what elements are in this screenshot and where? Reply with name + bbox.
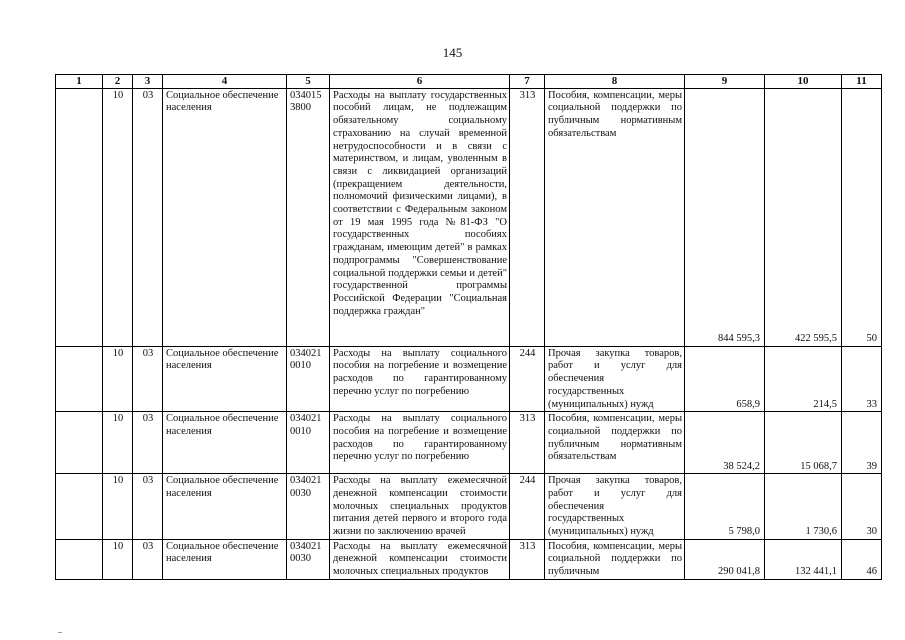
column-header: 5 xyxy=(287,75,330,89)
cell-amount-1: 5 798,0 xyxy=(685,474,765,540)
column-header: 10 xyxy=(765,75,842,89)
cell-section: 10 xyxy=(103,88,133,346)
cell-col1 xyxy=(56,412,103,474)
cell-expense-type-name: Пособия, компенсации, меры социальной поддержки по публичным нормативным обязательствам xyxy=(545,88,685,346)
column-header: 1 xyxy=(56,75,103,89)
column-header: 3 xyxy=(133,75,163,89)
column-header: 7 xyxy=(510,75,545,89)
cell-subsection: 03 xyxy=(133,88,163,346)
cell-target-code: 034021 0030 xyxy=(287,474,330,540)
budget-table xyxy=(55,74,882,580)
column-header: 2 xyxy=(103,75,133,89)
table-row xyxy=(56,346,882,412)
page-number: 145 xyxy=(442,45,463,60)
column-header: 4 xyxy=(163,75,287,89)
cell-subsection: 03 xyxy=(133,346,163,412)
cell-amount-1: 844 595,3 xyxy=(685,88,765,346)
column-header: 6 xyxy=(330,75,510,89)
cell-amount-1: 658,9 xyxy=(685,346,765,412)
cell-expense-type-code: 313 xyxy=(510,412,545,474)
cell-section-name: Социальное обеспечение населения xyxy=(163,474,287,540)
cell-expense-description: Расходы на выплату ежемесячной денежной компенсации стоимости молочных специальных продуктов xyxy=(330,539,510,579)
cell-subsection: 03 xyxy=(133,474,163,540)
cell-expense-type-name: Прочая закупка товаров, работ и услуг для обеспечения государственных (муниципальных) нужд xyxy=(545,474,685,540)
cell-section: 10 xyxy=(103,539,133,579)
scan-mark xyxy=(58,632,62,633)
cell-expense-type-code: 313 xyxy=(510,539,545,579)
column-header: 8 xyxy=(545,75,685,89)
table-row xyxy=(56,88,882,346)
cell-col1 xyxy=(56,474,103,540)
column-header: 11 xyxy=(842,75,882,89)
cell-expense-description: Расходы на выплату ежемесячной денежной компенсации стоимости молочных специальных продуктов питания детей первого и второго года жизни по заключению врачей xyxy=(330,474,510,540)
cell-expense-type-name: Пособия, компенсации, меры социальной поддержки по публичным xyxy=(545,539,685,579)
table-row xyxy=(56,539,882,579)
table-row xyxy=(56,474,882,540)
cell-expense-description: Расходы на выплату государственных пособий лицам, не подлежащим обязательному социальному страхованию на случай временной нетрудоспособности и в связи с материнством, и лицам, уволенным в связи с ликвидацией организаций (прекращением деятельности, полномочий физическими лицами), в соответствии с Федеральным законом от 19 мая 1995 года №81-ФЗ "О государственных пособиях гражданам, имеющим детей" в рамках подпрограммы "Совершенствование социальной поддержки семьи и детей" государственной программы Российской Федерации "Социальная поддержка граждан" xyxy=(330,88,510,346)
cell-expense-type-code: 244 xyxy=(510,474,545,540)
cell-target-code: 034021 0030 xyxy=(287,539,330,579)
cell-subsection: 03 xyxy=(133,412,163,474)
cell-section-name: Социальное обеспечение населения xyxy=(163,539,287,579)
cell-subsection: 03 xyxy=(133,539,163,579)
cell-amount-2: 15 068,7 xyxy=(765,412,842,474)
table-header-row xyxy=(56,75,882,89)
cell-section: 10 xyxy=(103,346,133,412)
cell-percent: 30 xyxy=(842,474,882,540)
cell-target-code: 034015 3800 xyxy=(287,88,330,346)
cell-percent: 50 xyxy=(842,88,882,346)
cell-amount-2: 1 730,6 xyxy=(765,474,842,540)
cell-target-code: 034021 0010 xyxy=(287,412,330,474)
cell-section-name: Социальное обеспечение населения xyxy=(163,346,287,412)
cell-col1 xyxy=(56,539,103,579)
cell-col1 xyxy=(56,346,103,412)
cell-target-code: 034021 0010 xyxy=(287,346,330,412)
cell-percent: 33 xyxy=(842,346,882,412)
cell-col1 xyxy=(56,88,103,346)
cell-expense-description: Расходы на выплату социального пособия на погребение и возмещение расходов по гарантированному перечню услуг по погребению xyxy=(330,412,510,474)
cell-section-name: Социальное обеспечение населения xyxy=(163,412,287,474)
cell-section: 10 xyxy=(103,474,133,540)
cell-expense-type-name: Пособия, компенсации, меры социальной поддержки по публичным нормативным обязательствам xyxy=(545,412,685,474)
cell-expense-type-name: Прочая закупка товаров, работ и услуг для обеспечения государственных (муниципальных) нужд xyxy=(545,346,685,412)
cell-expense-type-code: 313 xyxy=(510,88,545,346)
cell-section: 10 xyxy=(103,412,133,474)
cell-amount-2: 214,5 xyxy=(765,346,842,412)
cell-amount-2: 132 441,1 xyxy=(765,539,842,579)
cell-amount-1: 38 524,2 xyxy=(685,412,765,474)
cell-section-name: Социальное обеспечение населения xyxy=(163,88,287,346)
cell-expense-description: Расходы на выплату социального пособия на погребение и возмещение расходов по гарантированному перечню услуг по погребению xyxy=(330,346,510,412)
cell-expense-type-code: 244 xyxy=(510,346,545,412)
cell-percent: 46 xyxy=(842,539,882,579)
table-row xyxy=(56,412,882,474)
cell-amount-1: 290 041,8 xyxy=(685,539,765,579)
column-header: 9 xyxy=(685,75,765,89)
cell-percent: 39 xyxy=(842,412,882,474)
cell-amount-2: 422 595,5 xyxy=(765,88,842,346)
